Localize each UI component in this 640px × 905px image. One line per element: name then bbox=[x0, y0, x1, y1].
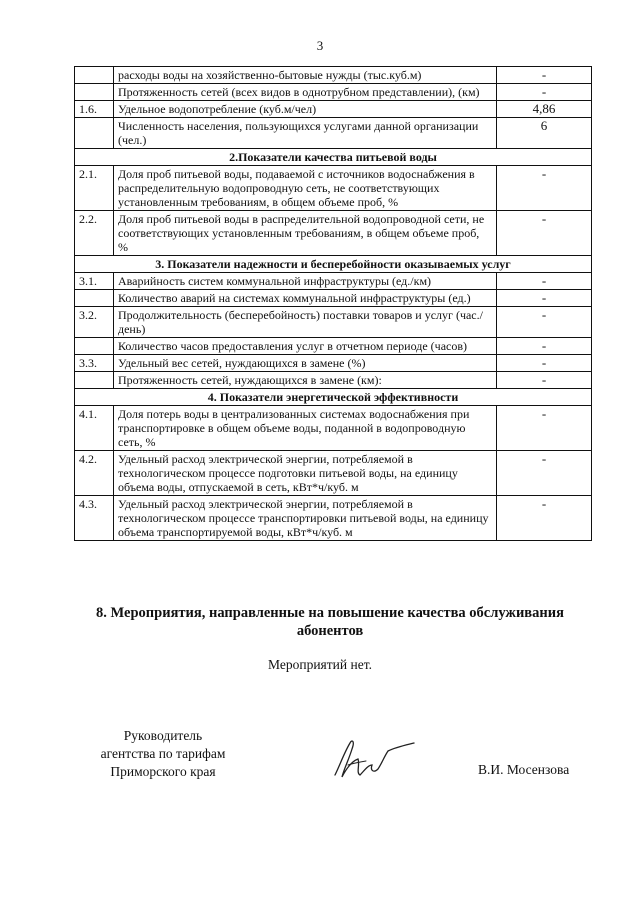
indicator-name: Доля проб питьевой воды, подаваемой с источников водоснабжения в распределительную водопроводную сеть, не соответствующих установленным требованиям, в общем объеме проб, % bbox=[114, 166, 497, 211]
indicators-table bbox=[74, 66, 592, 541]
section-8-note: Мероприятий нет. bbox=[268, 657, 372, 672]
table-row bbox=[75, 355, 592, 372]
indicator-value: - bbox=[497, 273, 592, 290]
row-number bbox=[75, 372, 114, 389]
handwritten-signature bbox=[330, 735, 415, 783]
section-header: 3. Показатели надежности и бесперебойности оказываемых услуг bbox=[75, 256, 592, 273]
table-row bbox=[75, 273, 592, 290]
table-row bbox=[75, 67, 592, 84]
indicator-value: - bbox=[497, 406, 592, 451]
indicators-table-body bbox=[75, 67, 592, 541]
indicator-value: - bbox=[497, 84, 592, 101]
indicator-name: Количество часов предоставления услуг в отчетном периоде (часов) bbox=[114, 338, 497, 355]
indicator-name: Удельный расход электрической энергии, потребляемой в технологическом процессе подготовки питьевой воды, на единицу объема воды, отпускаемой в сеть, кВт*ч/куб. м bbox=[114, 451, 497, 496]
table-row bbox=[75, 101, 592, 118]
indicator-value: - bbox=[497, 307, 592, 338]
indicator-value: - bbox=[497, 338, 592, 355]
indicator-name: Протяженность сетей, нуждающихся в замене (км): bbox=[114, 372, 497, 389]
indicator-name: Количество аварий на системах коммунальной инфраструктуры (ед.) bbox=[114, 290, 497, 307]
table-row bbox=[75, 84, 592, 101]
row-number: 3.3. bbox=[75, 355, 114, 372]
signatory-name: В.И. Мосензова bbox=[478, 762, 570, 777]
indicator-value: - bbox=[497, 355, 592, 372]
indicator-value: - bbox=[497, 166, 592, 211]
table-row bbox=[75, 406, 592, 451]
row-number: 4.2. bbox=[75, 451, 114, 496]
row-number: 3.1. bbox=[75, 273, 114, 290]
row-number bbox=[75, 118, 114, 149]
indicator-name: Протяженность сетей (всех видов в однотрубном представлении), (км) bbox=[114, 84, 497, 101]
table-row bbox=[75, 451, 592, 496]
signatory-title bbox=[88, 727, 238, 781]
section-header: 4. Показатели энергетической эффективности bbox=[75, 389, 592, 406]
table-row bbox=[75, 211, 592, 256]
row-number: 1.6. bbox=[75, 101, 114, 118]
section-header: 2.Показатели качества питьевой воды bbox=[75, 149, 592, 166]
section-header-row bbox=[75, 256, 592, 273]
row-number: 2.1. bbox=[75, 166, 114, 211]
table-row bbox=[75, 338, 592, 355]
indicator-name: Аварийность систем коммунальной инфраструктуры (ед./км) bbox=[114, 273, 497, 290]
indicator-name: Доля потерь воды в централизованных системах водоснабжения при транспортировке в общем объеме воды, поданной в водопроводную сеть, % bbox=[114, 406, 497, 451]
table-row bbox=[75, 496, 592, 541]
indicator-value: - bbox=[497, 290, 592, 307]
signatory-title-line-3: Приморского края bbox=[110, 764, 216, 779]
indicator-name: Продолжительность (бесперебойность) поставки товаров и услуг (час./день) bbox=[114, 307, 497, 338]
table-row bbox=[75, 290, 592, 307]
signatory-title-line-1: Руководитель bbox=[123, 728, 203, 743]
indicator-name: Удельный вес сетей, нуждающихся в замене (%) bbox=[114, 355, 497, 372]
section-8-heading bbox=[70, 604, 590, 640]
row-number bbox=[75, 84, 114, 101]
row-number: 2.2. bbox=[75, 211, 114, 256]
row-number: 4.3. bbox=[75, 496, 114, 541]
section-8-heading-line-2: абонентов bbox=[296, 623, 364, 639]
table-row bbox=[75, 307, 592, 338]
indicator-value: 6 bbox=[497, 118, 592, 149]
table-row bbox=[75, 372, 592, 389]
row-number bbox=[75, 290, 114, 307]
indicator-name: Удельный расход электрической энергии, потребляемой в технологическом процессе транспортировки питьевой воды, на единицу объема транспортируемой воды, кВт*ч/куб. м bbox=[114, 496, 497, 541]
section-header-row bbox=[75, 149, 592, 166]
row-number bbox=[75, 338, 114, 355]
indicator-value: - bbox=[497, 67, 592, 84]
table-row bbox=[75, 166, 592, 211]
indicator-name: расходы воды на хозяйственно-бытовые нужды (тыс.куб.м) bbox=[114, 67, 497, 84]
section-8-heading-line-1: 8. Мероприятия, направленные на повышение качества обслуживания bbox=[96, 605, 564, 621]
indicator-value: - bbox=[497, 211, 592, 256]
row-number: 3.2. bbox=[75, 307, 114, 338]
signatory-title-line-2: агентства по тарифам bbox=[100, 746, 226, 761]
section-header-row bbox=[75, 389, 592, 406]
indicator-value: - bbox=[497, 451, 592, 496]
indicator-name: Удельное водопотребление (куб.м/чел) bbox=[114, 101, 497, 118]
indicator-value: - bbox=[497, 372, 592, 389]
indicator-name: Доля проб питьевой воды в распределительной водопроводной сети, не соответствующих установленным требованиям, в общем объеме проб, % bbox=[114, 211, 497, 256]
row-number: 4.1. bbox=[75, 406, 114, 451]
indicator-value: 4,86 bbox=[497, 101, 592, 118]
indicator-name: Численность населения, пользующихся услугами данной организации (чел.) bbox=[114, 118, 497, 149]
row-number bbox=[75, 67, 114, 84]
table-row bbox=[75, 118, 592, 149]
page-number: 3 bbox=[316, 38, 324, 53]
indicator-value: - bbox=[497, 496, 592, 541]
